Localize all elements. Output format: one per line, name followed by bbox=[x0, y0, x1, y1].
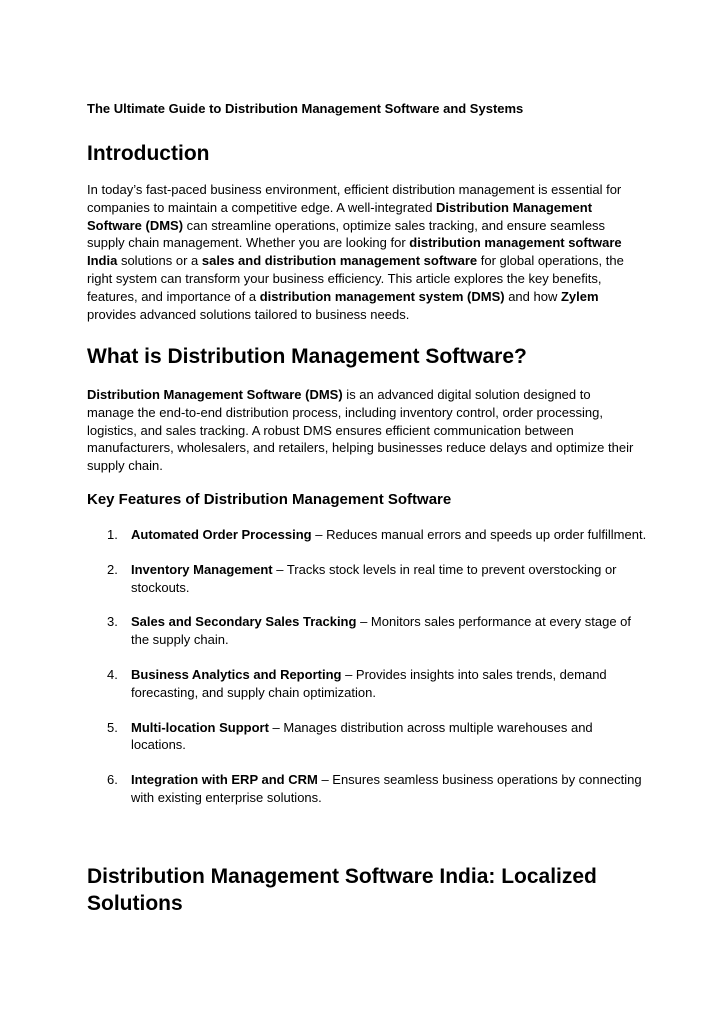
heading-india-solutions: Distribution Management Software India: Localized Solutions bbox=[87, 865, 597, 915]
feature-item bbox=[87, 613, 647, 649]
text-run: In today’s fast-paced business environment, efficient distribution management is essential for companies to maintain a competitive edge. A well-integrated bbox=[87, 182, 622, 215]
feature-description: – Provides insights into sales trends, demand forecasting, and supply chain optimization. bbox=[131, 666, 607, 700]
bold-text: Distribution Management Software (DMS) bbox=[87, 387, 343, 402]
feature-title: Multi-location Support bbox=[131, 719, 269, 735]
intro-paragraph bbox=[87, 181, 637, 323]
text-run: can streamline operations, optimize sales tracking, and ensure seamless supply chain management. Whether you are looking for bbox=[87, 217, 606, 251]
feature-title: Business Analytics and Reporting bbox=[131, 666, 342, 682]
document-title: The Ultimate Guide to Distribution Management Software and Systems bbox=[87, 101, 524, 116]
text-run: is an advanced digital solution designed to manage the end-to-end distribution process, including inventory control, order processing, logistics, and sales tracking. A robust DMS ensures efficient communication between manufacturers, wholesalers, and retailers, helping businesses reduce delays and optimize their supply chain. bbox=[87, 387, 634, 474]
heading-introduction: Introduction bbox=[87, 142, 210, 165]
heading-key-features: Key Features of Distribution Management Software bbox=[87, 491, 452, 508]
features-list bbox=[87, 526, 647, 824]
feature-number: 6. bbox=[107, 772, 118, 788]
feature-description: – Ensures seamless business operations by connecting with existing enterprise solutions. bbox=[131, 772, 642, 805]
text-run: for global operations, the right system can transform your business efficiency. This article explores the key benefits, features, and importance of a bbox=[87, 253, 624, 304]
feature-number: 2. bbox=[107, 561, 118, 577]
feature-number: 3. bbox=[107, 614, 118, 630]
feature-item bbox=[87, 771, 647, 807]
feature-description: – Tracks stock levels in real time to prevent overstocking or stockouts. bbox=[131, 561, 617, 595]
feature-number: 1. bbox=[107, 527, 118, 542]
feature-item bbox=[87, 526, 647, 544]
feature-title: Inventory Management bbox=[131, 561, 273, 577]
bold-text: distribution management software India bbox=[87, 235, 622, 269]
text-run: and how bbox=[504, 288, 561, 304]
feature-description: – Manages distribution across multiple warehouses and locations. bbox=[131, 719, 593, 753]
what-is-paragraph bbox=[87, 386, 637, 475]
heading-what-is-dms: What is Distribution Management Software? bbox=[87, 345, 527, 368]
feature-description: – Monitors sales performance at every stage of the supply chain. bbox=[131, 614, 632, 648]
feature-number: 5. bbox=[107, 719, 118, 735]
feature-item bbox=[87, 561, 647, 597]
feature-description: – Reduces manual errors and speeds up order fulfillment. bbox=[311, 527, 647, 542]
feature-item bbox=[87, 719, 647, 755]
feature-item bbox=[87, 666, 647, 702]
text-run: solutions or a bbox=[117, 253, 202, 269]
feature-title: Integration with ERP and CRM bbox=[131, 772, 318, 788]
bold-text: Distribution Management Software (DMS) bbox=[87, 199, 593, 233]
feature-number: 4. bbox=[107, 666, 118, 682]
text-run: provides advanced solutions tailored to business needs. bbox=[87, 306, 410, 322]
feature-title: Sales and Secondary Sales Tracking bbox=[131, 614, 357, 630]
bold-text: Zylem bbox=[560, 288, 599, 304]
feature-title: Automated Order Processing bbox=[131, 527, 312, 542]
bold-text: distribution management system (DMS) bbox=[259, 288, 505, 304]
bold-text: sales and distribution management software bbox=[201, 253, 478, 269]
